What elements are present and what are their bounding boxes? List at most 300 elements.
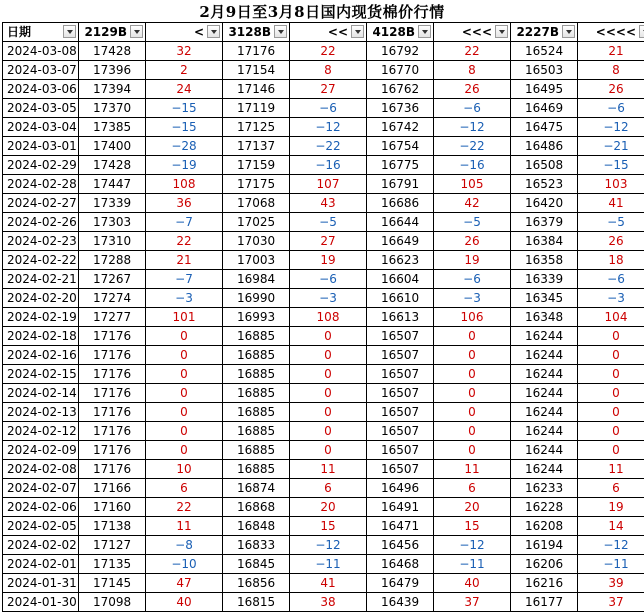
change-cell[interactable]: 32 xyxy=(146,42,223,61)
change-cell[interactable]: 0 xyxy=(146,384,223,403)
price-cell[interactable]: 16874 xyxy=(223,479,290,498)
price-cell[interactable]: 17176 xyxy=(79,422,146,441)
price-cell[interactable]: 17176 xyxy=(79,403,146,422)
date-cell[interactable]: 2024-02-06 xyxy=(3,498,79,517)
change-cell[interactable]: 0 xyxy=(146,422,223,441)
price-cell[interactable]: 16233 xyxy=(511,479,578,498)
change-cell[interactable]: 0 xyxy=(434,441,511,460)
price-cell[interactable]: 16507 xyxy=(367,327,434,346)
price-cell[interactable]: 16244 xyxy=(511,460,578,479)
price-cell[interactable]: 16868 xyxy=(223,498,290,517)
filter-dropdown-icon[interactable] xyxy=(639,25,644,38)
price-cell[interactable]: 17310 xyxy=(79,232,146,251)
column-header-label: << xyxy=(327,25,348,39)
change-cell[interactable]: 41 xyxy=(290,574,367,593)
price-cell[interactable]: 17274 xyxy=(79,289,146,308)
change-cell[interactable]: 10 xyxy=(146,460,223,479)
change-cell[interactable]: 107 xyxy=(290,175,367,194)
change-cell[interactable]: 11 xyxy=(290,460,367,479)
price-cell[interactable]: 16471 xyxy=(367,517,434,536)
price-cell[interactable]: 17277 xyxy=(79,308,146,327)
price-cell[interactable]: 16990 xyxy=(223,289,290,308)
change-cell[interactable]: 22 xyxy=(146,498,223,517)
date-cell[interactable]: 2024-02-05 xyxy=(3,517,79,536)
date-cell[interactable]: 2024-01-31 xyxy=(3,574,79,593)
price-cell[interactable]: 16686 xyxy=(367,194,434,213)
change-cell[interactable]: 0 xyxy=(290,327,367,346)
change-cell[interactable]: −22 xyxy=(290,137,367,156)
price-cell[interactable]: 17125 xyxy=(223,118,290,137)
price-cell[interactable]: 16495 xyxy=(511,80,578,99)
price-cell[interactable]: 16479 xyxy=(367,574,434,593)
change-cell[interactable]: −16 xyxy=(434,156,511,175)
change-cell[interactable]: 106 xyxy=(434,308,511,327)
price-cell[interactable]: 16523 xyxy=(511,175,578,194)
change-cell[interactable]: 0 xyxy=(290,346,367,365)
price-cell[interactable]: 16845 xyxy=(223,555,290,574)
header-row xyxy=(3,23,644,42)
date-cell[interactable]: 2024-02-01 xyxy=(3,555,79,574)
column-header xyxy=(79,23,146,42)
change-cell[interactable]: 0 xyxy=(146,365,223,384)
price-cell[interactable]: 16524 xyxy=(511,42,578,61)
price-cell[interactable]: 17154 xyxy=(223,61,290,80)
change-cell[interactable]: 101 xyxy=(146,308,223,327)
filter-dropdown-icon[interactable] xyxy=(351,25,364,38)
price-cell[interactable]: 16194 xyxy=(511,536,578,555)
price-cell[interactable]: 17339 xyxy=(79,194,146,213)
price-cell[interactable]: 16348 xyxy=(511,308,578,327)
price-cell[interactable]: 17003 xyxy=(223,251,290,270)
change-cell[interactable]: 0 xyxy=(434,422,511,441)
change-cell[interactable]: −11 xyxy=(578,555,644,574)
change-cell[interactable]: 20 xyxy=(290,498,367,517)
column-header xyxy=(578,23,644,42)
price-cell[interactable]: 16993 xyxy=(223,308,290,327)
price-cell[interactable]: 16339 xyxy=(511,270,578,289)
date-cell[interactable]: 2024-03-08 xyxy=(3,42,79,61)
change-cell[interactable]: −21 xyxy=(578,137,644,156)
change-cell[interactable]: 27 xyxy=(290,232,367,251)
table-row xyxy=(3,384,644,403)
price-cell[interactable]: 17176 xyxy=(79,365,146,384)
date-cell[interactable]: 2024-02-27 xyxy=(3,194,79,213)
change-cell[interactable]: −5 xyxy=(290,213,367,232)
price-cell[interactable]: 16815 xyxy=(223,593,290,612)
price-cell[interactable]: 16379 xyxy=(511,213,578,232)
change-cell[interactable]: 6 xyxy=(578,479,644,498)
date-cell[interactable]: 2024-02-09 xyxy=(3,441,79,460)
price-cell[interactable]: 16507 xyxy=(367,460,434,479)
price-cell[interactable]: 16507 xyxy=(367,384,434,403)
change-cell[interactable]: 0 xyxy=(290,365,367,384)
change-cell[interactable]: −15 xyxy=(146,99,223,118)
price-cell[interactable]: 16604 xyxy=(367,270,434,289)
price-cell[interactable]: 16244 xyxy=(511,422,578,441)
table-row xyxy=(3,422,644,441)
price-cell[interactable]: 16244 xyxy=(511,346,578,365)
change-cell[interactable]: 39 xyxy=(578,574,644,593)
change-cell[interactable]: 14 xyxy=(578,517,644,536)
change-cell[interactable]: 43 xyxy=(290,194,367,213)
price-cell[interactable]: 17119 xyxy=(223,99,290,118)
change-cell[interactable]: 0 xyxy=(578,365,644,384)
price-cell[interactable]: 16644 xyxy=(367,213,434,232)
change-cell[interactable]: −8 xyxy=(146,536,223,555)
price-cell[interactable]: 17166 xyxy=(79,479,146,498)
price-cell[interactable]: 17394 xyxy=(79,80,146,99)
column-header xyxy=(367,23,434,42)
price-cell[interactable]: 16507 xyxy=(367,346,434,365)
date-cell[interactable]: 2024-02-02 xyxy=(3,536,79,555)
price-cell[interactable]: 17176 xyxy=(79,460,146,479)
date-cell[interactable]: 2024-02-21 xyxy=(3,270,79,289)
change-cell[interactable]: 0 xyxy=(290,403,367,422)
change-cell[interactable]: 0 xyxy=(434,327,511,346)
change-cell[interactable]: −3 xyxy=(578,289,644,308)
date-cell[interactable]: 2024-03-07 xyxy=(3,61,79,80)
change-cell[interactable]: 0 xyxy=(434,403,511,422)
change-cell[interactable]: 8 xyxy=(578,61,644,80)
table-row xyxy=(3,479,644,498)
price-cell[interactable]: 16885 xyxy=(223,346,290,365)
change-cell[interactable]: −22 xyxy=(434,137,511,156)
change-cell[interactable]: −28 xyxy=(146,137,223,156)
price-cell[interactable]: 16649 xyxy=(367,232,434,251)
price-cell[interactable]: 16469 xyxy=(511,99,578,118)
price-cell[interactable]: 16885 xyxy=(223,460,290,479)
change-cell[interactable]: −11 xyxy=(290,555,367,574)
change-cell[interactable]: 0 xyxy=(578,422,644,441)
date-cell[interactable]: 2024-01-30 xyxy=(3,593,79,612)
price-cell[interactable]: 16762 xyxy=(367,80,434,99)
filter-dropdown-icon[interactable] xyxy=(130,25,143,38)
price-cell[interactable]: 17176 xyxy=(79,327,146,346)
change-cell[interactable]: 6 xyxy=(146,479,223,498)
change-cell[interactable]: −19 xyxy=(146,156,223,175)
date-cell[interactable]: 2024-02-26 xyxy=(3,213,79,232)
price-cell[interactable]: 17030 xyxy=(223,232,290,251)
date-cell[interactable]: 2024-02-08 xyxy=(3,460,79,479)
column-header xyxy=(290,23,367,42)
change-cell[interactable]: 11 xyxy=(146,517,223,536)
date-cell[interactable]: 2024-02-13 xyxy=(3,403,79,422)
date-cell[interactable]: 2024-02-23 xyxy=(3,232,79,251)
change-cell[interactable]: 0 xyxy=(290,441,367,460)
price-cell[interactable]: 16623 xyxy=(367,251,434,270)
price-cell[interactable]: 16791 xyxy=(367,175,434,194)
change-cell[interactable]: 2 xyxy=(146,61,223,80)
price-cell[interactable]: 16507 xyxy=(367,441,434,460)
filter-dropdown-icon[interactable] xyxy=(562,25,575,38)
date-cell[interactable]: 2024-03-06 xyxy=(3,80,79,99)
price-cell[interactable]: 16610 xyxy=(367,289,434,308)
change-cell[interactable]: 11 xyxy=(578,460,644,479)
price-cell[interactable]: 16856 xyxy=(223,574,290,593)
price-cell[interactable]: 17135 xyxy=(79,555,146,574)
change-cell[interactable]: −3 xyxy=(290,289,367,308)
change-cell[interactable]: 19 xyxy=(290,251,367,270)
change-cell[interactable]: 40 xyxy=(434,574,511,593)
price-cell[interactable]: 17385 xyxy=(79,118,146,137)
change-cell[interactable]: 37 xyxy=(578,593,644,612)
column-header-label: 3128B xyxy=(228,25,271,39)
price-cell[interactable]: 17176 xyxy=(79,441,146,460)
date-cell[interactable]: 2024-02-16 xyxy=(3,346,79,365)
price-cell[interactable]: 16496 xyxy=(367,479,434,498)
price-cell[interactable]: 16345 xyxy=(511,289,578,308)
price-cell[interactable]: 17138 xyxy=(79,517,146,536)
price-cell[interactable]: 17127 xyxy=(79,536,146,555)
change-cell[interactable]: −11 xyxy=(434,555,511,574)
change-cell[interactable]: 104 xyxy=(578,308,644,327)
price-cell[interactable]: 16439 xyxy=(367,593,434,612)
price-cell[interactable]: 16770 xyxy=(367,61,434,80)
date-cell[interactable]: 2024-02-18 xyxy=(3,327,79,346)
change-cell[interactable]: −12 xyxy=(434,118,511,137)
change-cell[interactable]: −6 xyxy=(290,270,367,289)
change-cell[interactable]: 37 xyxy=(434,593,511,612)
change-cell[interactable]: −16 xyxy=(290,156,367,175)
change-cell[interactable]: −12 xyxy=(290,536,367,555)
date-cell[interactable]: 2024-02-07 xyxy=(3,479,79,498)
change-cell[interactable]: −6 xyxy=(290,99,367,118)
price-cell[interactable]: 16736 xyxy=(367,99,434,118)
filter-dropdown-icon[interactable] xyxy=(418,25,431,38)
price-cell[interactable]: 16491 xyxy=(367,498,434,517)
price-cell[interactable]: 16486 xyxy=(511,137,578,156)
change-cell[interactable]: 38 xyxy=(290,593,367,612)
price-cell[interactable]: 16244 xyxy=(511,403,578,422)
price-cell[interactable]: 16244 xyxy=(511,384,578,403)
change-cell[interactable]: 19 xyxy=(578,498,644,517)
change-cell[interactable]: 21 xyxy=(146,251,223,270)
change-cell[interactable]: 20 xyxy=(434,498,511,517)
change-cell[interactable]: 0 xyxy=(146,346,223,365)
table-row xyxy=(3,137,644,156)
filter-dropdown-icon[interactable] xyxy=(495,25,508,38)
price-cell[interactable]: 16613 xyxy=(367,308,434,327)
price-cell[interactable]: 16177 xyxy=(511,593,578,612)
change-cell[interactable]: −6 xyxy=(434,99,511,118)
change-cell[interactable]: 26 xyxy=(434,232,511,251)
date-cell[interactable]: 2024-03-04 xyxy=(3,118,79,137)
change-cell[interactable]: −12 xyxy=(290,118,367,137)
price-cell[interactable]: 16508 xyxy=(511,156,578,175)
change-cell[interactable]: 27 xyxy=(290,80,367,99)
price-cell[interactable]: 16420 xyxy=(511,194,578,213)
price-cell[interactable]: 16833 xyxy=(223,536,290,555)
change-cell[interactable]: −15 xyxy=(578,156,644,175)
price-cell[interactable]: 16503 xyxy=(511,61,578,80)
price-cell[interactable]: 16208 xyxy=(511,517,578,536)
price-cell[interactable]: 17176 xyxy=(79,346,146,365)
price-cell[interactable]: 17176 xyxy=(79,384,146,403)
price-cell[interactable]: 16848 xyxy=(223,517,290,536)
change-cell[interactable]: 22 xyxy=(146,232,223,251)
price-cell[interactable]: 17370 xyxy=(79,99,146,118)
date-cell[interactable]: 2024-02-19 xyxy=(3,308,79,327)
change-cell[interactable]: 26 xyxy=(578,232,644,251)
price-cell[interactable]: 17428 xyxy=(79,42,146,61)
price-cell[interactable]: 17396 xyxy=(79,61,146,80)
price-cell[interactable]: 16507 xyxy=(367,403,434,422)
table-row xyxy=(3,593,644,612)
change-cell[interactable]: 108 xyxy=(146,175,223,194)
date-cell[interactable]: 2024-02-20 xyxy=(3,289,79,308)
change-cell[interactable]: 11 xyxy=(434,460,511,479)
table-row xyxy=(3,80,644,99)
price-cell[interactable]: 16216 xyxy=(511,574,578,593)
table-row xyxy=(3,517,644,536)
change-cell[interactable]: −6 xyxy=(578,99,644,118)
change-cell[interactable]: 0 xyxy=(290,384,367,403)
change-cell[interactable]: 18 xyxy=(578,251,644,270)
price-cell[interactable]: 16775 xyxy=(367,156,434,175)
price-cell[interactable]: 17303 xyxy=(79,213,146,232)
change-cell[interactable]: 40 xyxy=(146,593,223,612)
price-table xyxy=(2,22,644,612)
change-cell[interactable]: 0 xyxy=(578,346,644,365)
price-cell[interactable]: 16244 xyxy=(511,327,578,346)
date-cell[interactable]: 2024-03-05 xyxy=(3,99,79,118)
price-cell[interactable]: 16358 xyxy=(511,251,578,270)
change-cell[interactable]: 8 xyxy=(434,61,511,80)
filter-dropdown-icon[interactable] xyxy=(207,25,220,38)
change-cell[interactable]: 0 xyxy=(434,346,511,365)
change-cell[interactable]: 21 xyxy=(578,42,644,61)
price-cell[interactable]: 17025 xyxy=(223,213,290,232)
price-cell[interactable]: 17176 xyxy=(223,42,290,61)
change-cell[interactable]: −12 xyxy=(578,118,644,137)
date-cell[interactable]: 2024-02-28 xyxy=(3,175,79,194)
price-cell[interactable]: 16984 xyxy=(223,270,290,289)
change-cell[interactable]: 26 xyxy=(578,80,644,99)
change-cell[interactable]: 0 xyxy=(146,441,223,460)
column-header-label: <<< xyxy=(461,25,492,39)
price-cell[interactable]: 17160 xyxy=(79,498,146,517)
price-cell[interactable]: 16475 xyxy=(511,118,578,137)
change-cell[interactable]: 0 xyxy=(434,384,511,403)
change-cell[interactable]: 0 xyxy=(290,422,367,441)
price-cell[interactable]: 16885 xyxy=(223,327,290,346)
price-cell[interactable]: 17175 xyxy=(223,175,290,194)
date-cell[interactable]: 2024-02-29 xyxy=(3,156,79,175)
column-header xyxy=(511,23,578,42)
date-cell[interactable]: 2024-02-12 xyxy=(3,422,79,441)
price-cell[interactable]: 16228 xyxy=(511,498,578,517)
price-cell[interactable]: 16456 xyxy=(367,536,434,555)
change-cell[interactable]: 26 xyxy=(434,80,511,99)
price-cell[interactable]: 16742 xyxy=(367,118,434,137)
column-header-label: 2227B xyxy=(516,25,559,39)
change-cell[interactable]: 22 xyxy=(434,42,511,61)
date-cell[interactable]: 2024-02-22 xyxy=(3,251,79,270)
change-cell[interactable]: 6 xyxy=(434,479,511,498)
change-cell[interactable]: 0 xyxy=(578,403,644,422)
price-cell[interactable]: 17267 xyxy=(79,270,146,289)
change-cell[interactable]: −15 xyxy=(146,118,223,137)
price-cell[interactable]: 16885 xyxy=(223,422,290,441)
filter-dropdown-icon[interactable] xyxy=(63,25,76,38)
price-cell[interactable]: 16754 xyxy=(367,137,434,156)
change-cell[interactable]: −3 xyxy=(146,289,223,308)
price-cell[interactable]: 17428 xyxy=(79,156,146,175)
price-cell[interactable]: 16885 xyxy=(223,384,290,403)
column-header-label: <<<< xyxy=(595,25,636,39)
change-cell[interactable]: 0 xyxy=(578,384,644,403)
change-cell[interactable]: 108 xyxy=(290,308,367,327)
change-cell[interactable]: 19 xyxy=(434,251,511,270)
change-cell[interactable]: 42 xyxy=(434,194,511,213)
change-cell[interactable]: 8 xyxy=(290,61,367,80)
change-cell[interactable]: −12 xyxy=(434,536,511,555)
change-cell[interactable]: 15 xyxy=(434,517,511,536)
price-cell[interactable]: 17098 xyxy=(79,593,146,612)
change-cell[interactable]: 105 xyxy=(434,175,511,194)
price-cell[interactable]: 16885 xyxy=(223,365,290,384)
change-cell[interactable]: −10 xyxy=(146,555,223,574)
date-cell[interactable]: 2024-02-14 xyxy=(3,384,79,403)
change-cell[interactable]: −5 xyxy=(578,213,644,232)
table-row xyxy=(3,441,644,460)
price-cell[interactable]: 16468 xyxy=(367,555,434,574)
price-cell[interactable]: 16885 xyxy=(223,441,290,460)
change-cell[interactable]: 103 xyxy=(578,175,644,194)
price-cell[interactable]: 16206 xyxy=(511,555,578,574)
price-cell[interactable]: 16507 xyxy=(367,365,434,384)
change-cell[interactable]: 15 xyxy=(290,517,367,536)
price-cell[interactable]: 17137 xyxy=(223,137,290,156)
change-cell[interactable]: 0 xyxy=(146,403,223,422)
price-cell[interactable]: 17400 xyxy=(79,137,146,156)
change-cell[interactable]: −5 xyxy=(434,213,511,232)
filter-dropdown-icon[interactable] xyxy=(274,25,287,38)
change-cell[interactable]: 24 xyxy=(146,80,223,99)
price-cell[interactable]: 17068 xyxy=(223,194,290,213)
change-cell[interactable]: 6 xyxy=(290,479,367,498)
change-cell[interactable]: −7 xyxy=(146,213,223,232)
change-cell[interactable]: 0 xyxy=(434,365,511,384)
change-cell[interactable]: 0 xyxy=(146,327,223,346)
price-cell[interactable]: 16244 xyxy=(511,365,578,384)
change-cell[interactable]: 0 xyxy=(578,327,644,346)
price-cell[interactable]: 16384 xyxy=(511,232,578,251)
price-cell[interactable]: 17288 xyxy=(79,251,146,270)
change-cell[interactable]: 22 xyxy=(290,42,367,61)
price-cell[interactable]: 16244 xyxy=(511,441,578,460)
change-cell[interactable]: −6 xyxy=(578,270,644,289)
date-cell[interactable]: 2024-03-01 xyxy=(3,137,79,156)
change-cell[interactable]: −3 xyxy=(434,289,511,308)
change-cell[interactable]: −12 xyxy=(578,536,644,555)
price-cell[interactable]: 17146 xyxy=(223,80,290,99)
price-cell[interactable]: 16885 xyxy=(223,403,290,422)
price-cell[interactable]: 17447 xyxy=(79,175,146,194)
table-row xyxy=(3,327,644,346)
change-cell[interactable]: 47 xyxy=(146,574,223,593)
price-cell[interactable]: 17159 xyxy=(223,156,290,175)
change-cell[interactable]: 0 xyxy=(578,441,644,460)
change-cell[interactable]: 41 xyxy=(578,194,644,213)
change-cell[interactable]: −7 xyxy=(146,270,223,289)
date-cell[interactable]: 2024-02-15 xyxy=(3,365,79,384)
price-cell[interactable]: 16507 xyxy=(367,422,434,441)
price-cell[interactable]: 16792 xyxy=(367,42,434,61)
change-cell[interactable]: 36 xyxy=(146,194,223,213)
price-cell[interactable]: 17145 xyxy=(79,574,146,593)
change-cell[interactable]: −6 xyxy=(434,270,511,289)
